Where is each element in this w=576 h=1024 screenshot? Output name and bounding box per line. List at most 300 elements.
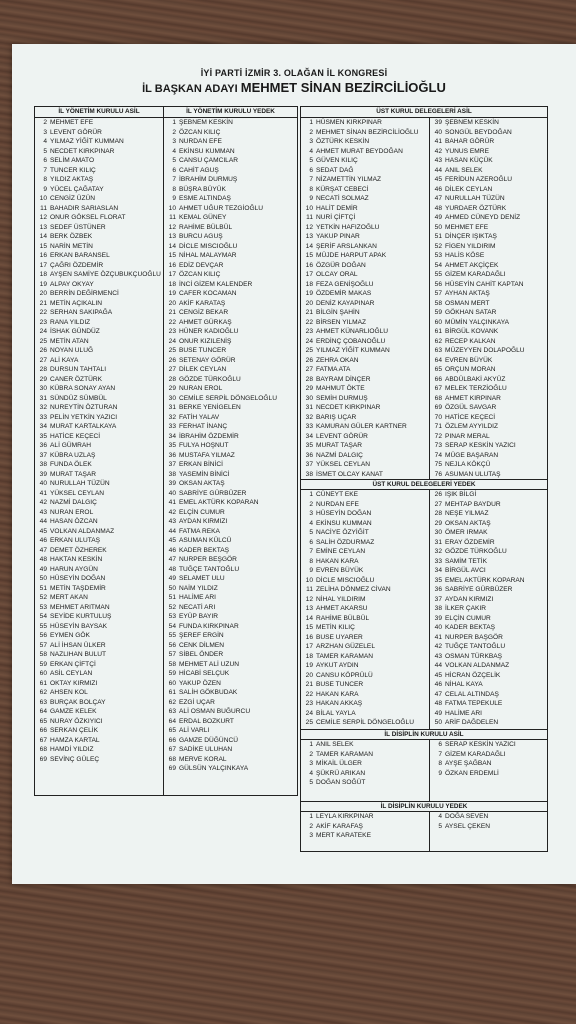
item-name: NİZAMETTİN YILMAZ	[316, 176, 382, 183]
item-name: BERRİN DEĞİRMENCİ	[50, 290, 119, 297]
item-name: AHMET KIRPINAR	[445, 394, 501, 402]
list-item	[303, 413, 429, 423]
item-number: 69	[39, 755, 47, 763]
item-number: 38	[434, 605, 442, 612]
item-name: NAZMİ DALGIÇ	[50, 499, 97, 506]
list-item	[432, 185, 546, 195]
list-item	[37, 508, 163, 518]
candidate-name: MEHMET SİNAN BEZİRCİLİOĞLU	[240, 80, 446, 95]
list-item	[37, 223, 163, 233]
item-name: METİN TAŞDEMİR	[50, 584, 106, 592]
item-number: 33	[168, 423, 176, 430]
item-name: NAZMİ DALGIÇ	[316, 451, 363, 459]
item-name: YÜCEL ÇAĞATAY	[50, 185, 104, 193]
item-name: ŞEBNEM KESKİN	[179, 119, 233, 126]
item-name: OKTAY KIRMIZI	[50, 679, 98, 687]
list-item	[432, 308, 546, 318]
list-item	[303, 509, 429, 519]
item-name: HÜSEYİN DOĞAN	[50, 575, 106, 582]
item-name: HATİCE KEÇECİ	[50, 432, 101, 440]
list-item	[432, 623, 546, 633]
item-number: 1	[309, 491, 313, 498]
item-name: GÖZDE TÜRKOĞLU	[179, 375, 241, 383]
item-number: 26	[168, 356, 176, 364]
list-item	[166, 679, 297, 689]
list-item	[37, 175, 163, 185]
item-number: 34	[168, 432, 176, 440]
item-number: 48	[39, 556, 47, 563]
item-number: 58	[434, 299, 442, 307]
item-number: 41	[434, 633, 442, 641]
item-name: ERAY ÖZDEMİR	[445, 538, 495, 546]
item-name: NECDET KIRKPINAR	[50, 147, 115, 155]
list-item	[166, 394, 297, 404]
item-number: 3	[309, 510, 313, 517]
item-number: 15	[305, 252, 313, 259]
item-number: 50	[39, 575, 47, 582]
item-number: 5	[309, 529, 313, 536]
item-name: ANIL SELEK	[316, 741, 354, 748]
item-name: ERKAN ÇİFTÇİ	[50, 660, 96, 668]
item-number: 26	[305, 356, 313, 364]
list-item	[432, 699, 546, 709]
list-item	[166, 128, 297, 138]
item-name: ÖZLEM AYYILDIZ	[445, 423, 499, 430]
item-name: NİHAL KAYA	[445, 681, 483, 688]
item-number: 21	[305, 309, 313, 316]
list-item	[37, 232, 163, 242]
item-number: 3	[309, 138, 313, 145]
item-name: ALİ OSMAN BUĞURCU	[179, 708, 251, 715]
item-number: 45	[434, 176, 442, 183]
list-item	[303, 740, 429, 750]
item-number: 44	[168, 527, 176, 535]
list-item	[166, 517, 297, 527]
list-item	[37, 403, 163, 413]
item-number: 14	[305, 242, 313, 250]
item-number: 14	[305, 614, 313, 622]
item-number: 35	[305, 442, 313, 449]
item-number: 37	[168, 461, 176, 468]
item-number: 26	[39, 347, 47, 354]
item-name: MEHMET EFE	[445, 223, 489, 231]
item-name: HALİME ARI	[445, 709, 483, 717]
item-name: ŞÜKRÜ ARIKAN	[316, 769, 366, 777]
item-name: YAKUP PINAR	[316, 233, 360, 240]
list-item	[166, 584, 297, 594]
item-name: HALİS KÖSE	[445, 252, 485, 259]
list-item	[303, 718, 429, 728]
item-number: 37	[434, 595, 442, 603]
item-name: BİLAL YAYLA	[316, 709, 356, 717]
list-item	[303, 232, 429, 242]
list-item	[166, 612, 297, 622]
item-name: ERDİNÇ ÇOBANOĞLU	[316, 337, 386, 345]
list-item	[166, 403, 297, 413]
list-item	[37, 489, 163, 499]
item-number: 36	[168, 451, 176, 459]
list-item	[166, 603, 297, 613]
subtitle-prefix: İL BAŞKAN ADAYI	[142, 83, 238, 95]
item-number: 56	[434, 280, 442, 288]
item-name: SADİKE ULUHAN	[179, 746, 233, 753]
item-name: FEZA GENİŞOĞLU	[316, 280, 374, 288]
item-number: 20	[305, 299, 313, 307]
item-name: BURÇAK BOLÇAY	[50, 698, 106, 706]
item-name: NURDAN EFE	[316, 500, 359, 508]
list-item	[166, 289, 297, 299]
item-name: EMİNE CEYLAN	[316, 548, 366, 555]
item-name: ÖZKAN ERDEMLİ	[445, 769, 499, 777]
item-name: BURCU AGUŞ	[179, 233, 223, 240]
list-item	[37, 204, 163, 214]
item-number: 21	[168, 309, 176, 316]
item-number: 9	[43, 185, 47, 193]
item-name: DİCLE MISCIOĞLU	[179, 242, 238, 250]
item-name: YILMAZ YİĞİT KUMMAN	[50, 138, 124, 145]
list-item	[303, 585, 429, 595]
item-name: HAKTAN KESKİN	[50, 556, 103, 563]
item-name: ASUMAN ULUTAŞ	[445, 470, 501, 478]
item-name: ORÇUN MORAN	[445, 366, 496, 373]
list-item	[303, 185, 429, 195]
item-number: 60	[434, 318, 442, 326]
list-item	[432, 709, 546, 719]
item-number: 33	[39, 413, 47, 421]
list-item	[303, 204, 429, 214]
item-number: 3	[43, 128, 47, 136]
list-item	[166, 669, 297, 679]
item-number: 35	[39, 432, 47, 440]
item-name: ERKAN BARANSEL	[50, 252, 110, 259]
item-number: 3	[309, 760, 313, 767]
item-number: 34	[39, 423, 47, 430]
list-item	[303, 652, 429, 662]
list-item	[303, 778, 429, 788]
item-name: NARİN METİN	[50, 242, 93, 250]
list-item	[37, 584, 163, 594]
item-name: RAHİME BÜLBÜL	[179, 223, 233, 231]
item-number: 14	[168, 242, 176, 250]
list-item	[432, 547, 546, 557]
list-item	[432, 403, 546, 413]
list-item	[37, 536, 163, 546]
item-name: SERHAN SAKIPAĞA	[50, 309, 113, 316]
item-name: EDİZ DEVÇAR	[179, 261, 224, 269]
item-number: 66	[168, 736, 176, 744]
item-number: 34	[434, 567, 442, 574]
list-item	[303, 547, 429, 557]
item-number: 4	[309, 769, 313, 777]
list-item	[303, 365, 429, 375]
item-number: 56	[168, 641, 176, 649]
list-item	[37, 137, 163, 147]
item-name: FERİDUN AZEROĞLU	[445, 176, 513, 183]
list-item	[303, 384, 429, 394]
item-name: İLKER ÇAKIR	[445, 605, 487, 612]
item-number: 64	[168, 717, 176, 725]
item-number: 64	[434, 356, 442, 364]
list-item	[303, 299, 429, 309]
list-item	[303, 661, 429, 671]
list-item	[166, 726, 297, 736]
list-item	[166, 337, 297, 347]
list-item	[432, 470, 546, 480]
list-item	[432, 812, 546, 822]
list-item	[37, 185, 163, 195]
item-number: 32	[39, 404, 47, 411]
item-number: 4	[309, 147, 313, 155]
item-number: 23	[305, 328, 313, 335]
item-name: DİLEK CEYLAN	[179, 366, 227, 373]
disiplin-yedek-list-right	[432, 812, 546, 831]
item-name: NURAN EROL	[50, 508, 94, 516]
item-name: FATMA ATA	[316, 366, 351, 373]
item-number: 67	[168, 746, 176, 753]
item-name: ÖZCAN KILIÇ	[179, 128, 221, 136]
list-item	[432, 365, 546, 375]
list-item	[166, 213, 297, 223]
list-item	[166, 460, 297, 470]
item-name: AHMED CÜNEYD DENİZ	[445, 214, 521, 221]
list-item	[432, 242, 546, 252]
list-item	[166, 118, 297, 128]
list-item	[166, 593, 297, 603]
list-item	[303, 822, 429, 832]
list-item	[37, 337, 163, 347]
item-name: AHMET UĞUR TEZGİOĞLU	[179, 204, 264, 212]
item-name: MEHTAP BAYDUR	[445, 500, 501, 508]
item-number: 1	[172, 119, 176, 126]
list-item	[303, 614, 429, 624]
item-name: HAMDİ YILDIZ	[50, 746, 94, 753]
item-name: NİHAL YILDIRIM	[316, 595, 366, 603]
item-number: 8	[172, 185, 176, 193]
item-name: İBRAHİM DURMUŞ	[179, 176, 238, 183]
list-item	[303, 194, 429, 204]
item-number: 29	[39, 375, 47, 383]
item-number: 8	[309, 185, 313, 193]
item-name: ZELİHA DÖNMEZ CİVAN	[316, 586, 391, 593]
list-item	[432, 451, 546, 461]
item-number: 31	[434, 538, 442, 546]
list-item	[37, 194, 163, 204]
item-name: SELAMET ULU	[179, 575, 225, 582]
item-number: 3	[172, 138, 176, 145]
item-name: LEVENT GÖRÜR	[316, 432, 368, 440]
item-number: 54	[39, 613, 47, 620]
list-item	[166, 223, 297, 233]
item-number: 45	[39, 527, 47, 535]
list-item	[303, 595, 429, 605]
list-item	[37, 650, 163, 660]
item-number: 13	[39, 223, 47, 231]
item-name: RECEP KALKAN	[445, 337, 496, 345]
ust-kurul-table	[300, 106, 548, 852]
item-name: MİKAİL ÜLGER	[316, 760, 362, 767]
list-item	[37, 631, 163, 641]
item-number: 47	[168, 556, 176, 563]
item-number: 58	[39, 651, 47, 658]
document-title: İYİ PARTİ İZMİR 3. OLAĞAN İL KONGRESİ	[200, 68, 388, 78]
item-number: 13	[305, 605, 313, 612]
list-item	[166, 346, 297, 356]
item-name: ASİL CEYLAN	[50, 670, 93, 677]
item-name: GÖKHAN SATAR	[445, 309, 497, 316]
item-name: BUSE UYARER	[316, 633, 363, 641]
item-name: MÜZEYYEN DOLAPOĞLU	[445, 347, 525, 354]
item-name: GÖZDE TÜRKOĞLU	[445, 548, 507, 555]
item-number: 16	[305, 633, 313, 641]
item-number: 18	[305, 280, 313, 288]
list-item	[37, 365, 163, 375]
item-number: 35	[168, 442, 176, 449]
item-number: 9	[438, 769, 442, 777]
item-number: 61	[168, 689, 176, 696]
item-number: 40	[39, 480, 47, 487]
item-number: 63	[39, 698, 47, 706]
item-name: AYKUT AYDIN	[316, 662, 359, 669]
item-number: 7	[309, 176, 313, 183]
item-name: ASUMAN KÜLCÜ	[179, 537, 232, 544]
item-number: 17	[39, 261, 47, 269]
item-name: OKSAN AKTAŞ	[445, 519, 491, 527]
list-item	[432, 740, 546, 750]
list-item	[37, 660, 163, 670]
list-item	[37, 603, 163, 613]
list-item	[432, 680, 546, 690]
list-item	[37, 308, 163, 318]
item-number: 41	[168, 499, 176, 506]
list-item	[37, 669, 163, 679]
list-item	[432, 595, 546, 605]
item-name: AKİF KARAFAŞ	[316, 822, 363, 830]
item-number: 2	[172, 128, 176, 136]
item-name: İNCİ GİZEM KALENDER	[179, 280, 253, 288]
item-name: CÜNEYT EKE	[316, 491, 359, 498]
list-item	[37, 118, 163, 128]
item-name: BERK ÖZBEK	[50, 233, 93, 240]
list-item	[37, 679, 163, 689]
item-number: 39	[434, 119, 442, 126]
list-item	[432, 413, 546, 423]
list-item	[166, 650, 297, 660]
disiplin-yedek-heading: İL DİSİPLİN KURULU YEDEK	[301, 801, 547, 812]
list-item	[303, 441, 429, 451]
list-item	[37, 327, 163, 337]
list-item	[432, 690, 546, 700]
item-number: 71	[434, 423, 442, 430]
list-item	[432, 147, 546, 157]
list-item	[166, 470, 297, 480]
item-name: DURSUN TAHTALI	[50, 366, 107, 373]
item-name: HÜSEYİN CAHİT KAPTAN	[445, 280, 524, 288]
list-item	[166, 308, 297, 318]
item-name: YILDIZ AKTAŞ	[50, 176, 94, 183]
item-number: 8	[438, 760, 442, 767]
list-item	[37, 413, 163, 423]
list-item	[166, 451, 297, 461]
item-number: 5	[172, 157, 176, 164]
list-item	[37, 128, 163, 138]
item-name: AYŞE ŞAĞBAN	[445, 760, 492, 767]
item-name: SEYİDE KURTULUŞ	[50, 613, 112, 620]
item-number: 22	[305, 690, 313, 698]
disiplin-yedek-list-left	[303, 812, 429, 841]
ust-yedek-heading: ÜST KURUL DELEGELERİ YEDEK	[301, 479, 547, 490]
list-item	[432, 769, 546, 779]
item-number: 29	[305, 385, 313, 392]
item-number: 11	[169, 214, 176, 221]
list-item	[37, 270, 163, 280]
item-number: 50	[168, 584, 176, 592]
item-number: 12	[39, 214, 47, 221]
item-number: 30	[305, 394, 313, 402]
item-name: RANA YILDIZ	[50, 318, 91, 326]
list-item	[37, 641, 163, 651]
list-item	[303, 451, 429, 461]
list-item	[166, 356, 297, 366]
item-name: NUREYTİN ÖZTURAN	[50, 404, 118, 411]
item-number: 3	[309, 832, 313, 839]
disiplin-asil-list-left	[303, 740, 429, 788]
item-number: 42	[39, 499, 47, 506]
item-number: 40	[168, 489, 176, 497]
item-name: HATİCE KEÇECİ	[445, 413, 496, 421]
item-number: 53	[39, 603, 47, 611]
list-item	[166, 251, 297, 261]
item-number: 16	[168, 261, 176, 269]
list-item	[432, 318, 546, 328]
item-number: 37	[305, 461, 313, 468]
list-item	[303, 137, 429, 147]
item-name: AYSEL ÇEKEN	[445, 822, 491, 830]
ust-asil-list-right	[432, 118, 546, 479]
list-item	[37, 213, 163, 223]
item-number: 41	[434, 138, 442, 145]
item-name: TAMER KARAMAN	[316, 652, 374, 660]
item-name: KÜBRA UZLAŞ	[50, 451, 96, 459]
item-number: 43	[168, 518, 176, 525]
list-item	[166, 688, 297, 698]
item-name: LEVENT GÖRÜR	[50, 128, 102, 136]
item-name: TUĞÇE TANTOĞLU	[179, 565, 240, 573]
item-name: BİRSEN YILMAZ	[316, 318, 367, 326]
item-number: 67	[39, 736, 47, 744]
item-name: BÜŞRA BÜYÜK	[179, 185, 226, 193]
item-name: CANSU KÖPRÜLÜ	[316, 671, 373, 679]
list-item	[303, 432, 429, 442]
item-name: NURPER BAŞGÖR	[445, 633, 503, 641]
item-number: 27	[434, 500, 442, 508]
item-number: 33	[434, 557, 442, 565]
list-item	[432, 652, 546, 662]
item-number: 60	[168, 679, 176, 687]
list-item	[432, 538, 546, 548]
item-number: 68	[39, 746, 47, 753]
item-number: 69	[434, 404, 442, 411]
list-item	[166, 698, 297, 708]
item-name: NAİM YILDIZ	[179, 584, 218, 592]
item-number: 23	[39, 318, 47, 326]
item-name: FULYA HOŞNUT	[179, 442, 229, 449]
item-number: 21	[305, 681, 313, 688]
list-item	[432, 750, 546, 760]
item-name: MERVE KORAL	[179, 755, 227, 763]
list-item	[432, 137, 546, 147]
item-name: AYDAN KIRMIZI	[179, 518, 228, 525]
item-number: 2	[43, 119, 47, 126]
